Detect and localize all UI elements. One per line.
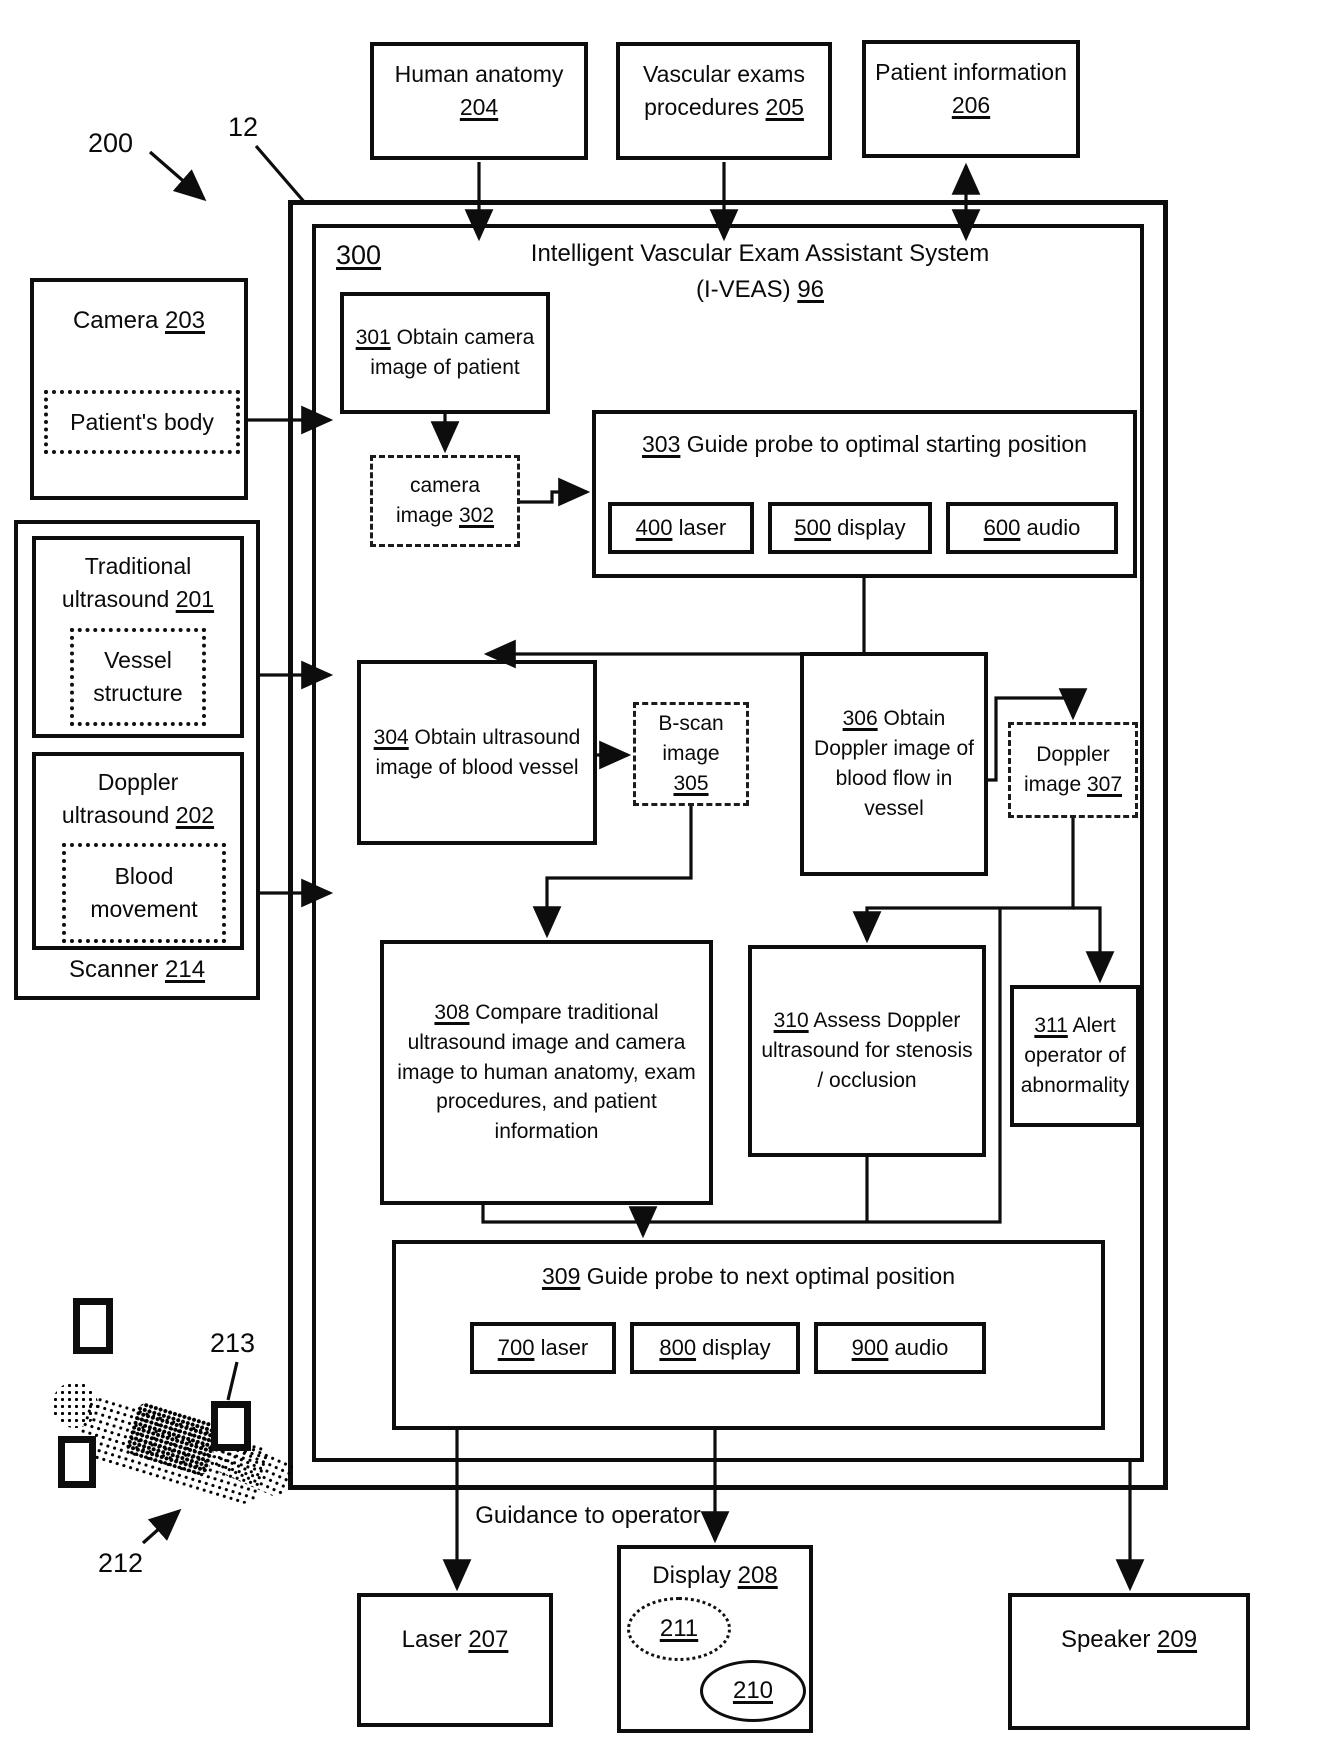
scanner-label: Scanner 214 <box>68 956 206 983</box>
box-500-display <box>768 502 932 554</box>
ellipse-210-label: 210 <box>732 1677 774 1704</box>
system-title-line2: (I-VEAS) 96 <box>695 276 825 303</box>
system-ref-label <box>336 240 381 271</box>
box-laser-207 <box>357 1593 553 1727</box>
box-laser-207-label: Laser 207 <box>401 1626 509 1653</box>
box-311-label: 311 Alert operator of abnormality <box>1020 1014 1130 1097</box>
box-306-obtain-doppler <box>800 652 988 876</box>
box-600-label: 600 audio <box>983 515 1081 541</box>
device-rect-213 <box>211 1401 251 1451</box>
arrow-200 <box>150 152 204 199</box>
box-304-obtain-ultrasound <box>357 660 597 845</box>
box-308-label: 308 Compare traditional ultrasound image and camera image to human anatomy, exam procedures, and patient information <box>397 1000 696 1144</box>
box-302-camera-image <box>370 455 520 547</box>
box-traditional-ultrasound-label: Traditional ultrasound 201 <box>61 553 215 612</box>
box-311-alert-operator <box>1010 985 1140 1127</box>
ellipse-211-label: 211 <box>659 1615 699 1642</box>
box-302-label: camera image 302 <box>395 474 495 527</box>
box-human-anatomy <box>370 42 588 160</box>
box-301-label: 301 Obtain camera image of patient <box>355 326 535 379</box>
box-305-bscan-image <box>633 702 749 806</box>
box-blood-movement <box>62 843 226 943</box>
box-304-label: 304 Obtain ultrasound image of blood vessel <box>373 725 581 779</box>
label-212: 212 <box>98 1548 144 1578</box>
arrow-212 <box>143 1511 179 1543</box>
box-800-display <box>630 1322 800 1374</box>
box-display-208-label: Display 208 <box>652 1562 778 1589</box>
box-305-label: B-scan image 305 <box>658 712 724 795</box>
box-vessel-structure <box>70 628 206 726</box>
ellipse-210 <box>700 1660 806 1722</box>
box-vascular-exams-label: Vascular exams procedures 205 <box>643 61 805 120</box>
box-doppler-ultrasound-label: Doppler ultrasound 202 <box>61 769 215 828</box>
box-310-label: 310 Assess Doppler ultrasound for stenosis / occlusion <box>761 1009 973 1092</box>
system-title-line1: Intelligent Vascular Exam Assistant System <box>530 240 990 267</box>
box-700-laser <box>470 1322 616 1374</box>
leader-12 <box>256 146 306 204</box>
box-700-label: 700 laser <box>497 1335 589 1361</box>
device-rect-top <box>73 1298 113 1354</box>
box-306-label: 306 Obtain Doppler image of blood flow in vessel <box>814 707 974 820</box>
leader-213 <box>228 1362 237 1400</box>
box-310-assess-doppler <box>748 945 986 1157</box>
box-900-label: 900 audio <box>851 1335 949 1361</box>
box-303-label: 303 Guide probe to optimal starting position <box>642 431 1087 457</box>
box-500-label: 500 display <box>794 515 906 541</box>
box-camera <box>30 278 248 500</box>
box-vascular-exams <box>616 42 832 160</box>
box-308-compare <box>380 940 713 1205</box>
guidance-to-operator-label: Guidance to operator <box>475 1502 701 1529</box>
box-patients-body <box>44 390 240 454</box>
box-patients-body-label: Patient's body <box>70 408 214 435</box>
box-301-obtain-camera-image <box>340 292 550 414</box>
label-213: 213 <box>210 1328 256 1358</box>
box-900-audio <box>814 1322 986 1374</box>
box-patient-info <box>862 40 1080 158</box>
box-800-label: 800 display <box>659 1335 771 1361</box>
label-200: 200 <box>88 128 134 158</box>
box-camera-label: Camera 203 <box>72 307 206 334</box>
box-patient-info-label: Patient information 206 <box>875 59 1067 118</box>
box-vessel-structure-label: Vessel structure <box>93 647 183 706</box>
box-400-label: 400 laser <box>635 515 727 541</box>
box-speaker-209 <box>1008 1593 1250 1730</box>
ellipse-211 <box>627 1597 731 1661</box>
box-307-label: Doppler image 307 <box>1023 743 1123 796</box>
box-human-anatomy-label: Human anatomy 204 <box>394 61 564 120</box>
system-ref-num: 300 <box>336 240 382 270</box>
box-400-laser <box>608 502 754 554</box>
label-12: 12 <box>228 112 259 142</box>
box-600-audio <box>946 502 1118 554</box>
device-rect-left <box>58 1436 96 1488</box>
box-blood-movement-label: Blood movement <box>90 863 198 922</box>
box-309-label: 309 Guide probe to next optimal position <box>542 1263 955 1289</box>
box-307-doppler-image <box>1008 722 1138 818</box>
box-speaker-209-label: Speaker 209 <box>1060 1626 1198 1653</box>
